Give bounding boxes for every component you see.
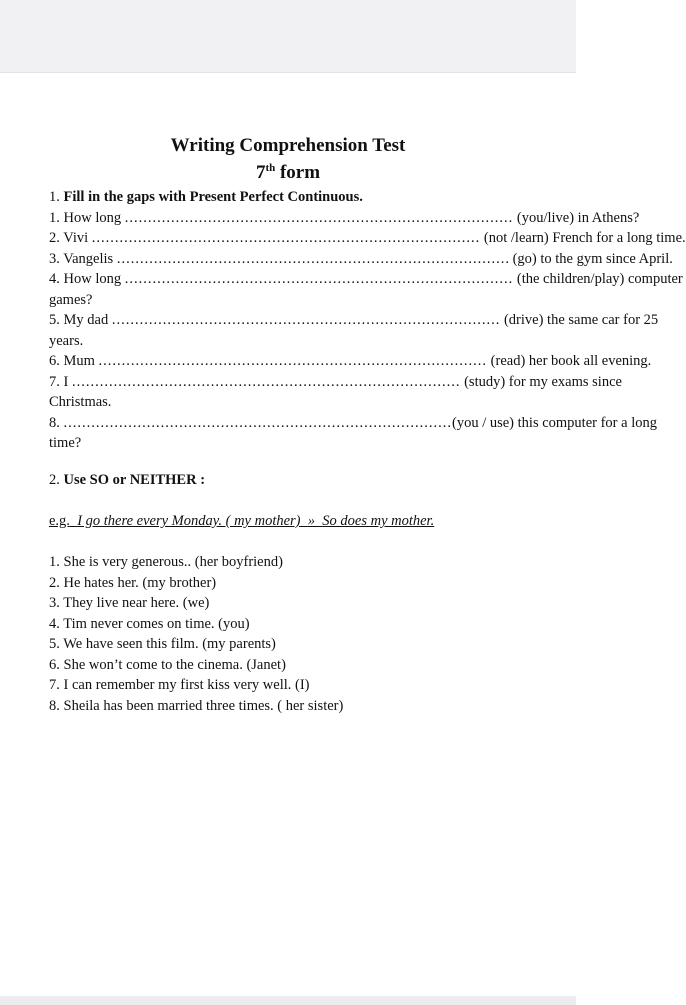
list-item: 2. He hates her. (my brother)	[49, 574, 217, 591]
item-start: 5. My dad	[49, 312, 109, 328]
section-1-number: 1.	[49, 189, 60, 205]
document-page	[0, 73, 686, 996]
fill-gap[interactable]: ....................................................................................	[124, 209, 514, 226]
item-continuation: time?	[49, 435, 82, 451]
example-answer: So does my mother.	[322, 513, 435, 529]
fill-gap[interactable]: ....................................................................................	[91, 230, 481, 246]
item-start: 6. Mum	[49, 353, 95, 369]
list-item: 8. Sheila has been married three times. ( her sister)	[49, 697, 344, 714]
form-suffix: th	[265, 162, 276, 174]
item-start: 4. How long	[49, 271, 122, 287]
page-title: Writing Comprehension Test	[170, 135, 406, 156]
list-item: 6. She won’t come to the cinema. (Janet)	[49, 656, 286, 673]
list-item: 5. We have seen this film. (my parents)	[49, 636, 276, 652]
page-subtitle	[0, 162, 576, 184]
exercise-item	[49, 413, 657, 434]
item-start: 3. Vangelis	[49, 250, 114, 267]
fill-gap[interactable]: ....................................................................................	[71, 373, 461, 390]
exercise-item	[49, 310, 659, 331]
list-item: 1. She is very generous.. (her boyfriend)	[49, 554, 283, 570]
item-end: (the children/play) computer	[516, 271, 683, 287]
section-1-heading-text: Fill in the gaps with Present Perfect Continuous.	[63, 189, 363, 205]
viewer-bottom-edge	[0, 996, 576, 1005]
fill-gap[interactable]: ....................................................................................	[116, 250, 506, 267]
item-start: 1. How long	[49, 209, 122, 226]
item-end: (you/live) in Athens?	[516, 209, 640, 226]
section-2-number: 2.	[49, 472, 60, 488]
section-2	[49, 470, 564, 716]
viewer-top-bar	[0, 0, 576, 73]
form-word: form	[279, 162, 321, 183]
section-2-heading	[49, 470, 564, 491]
example-sentence: I go there every Monday. ( my mother)	[77, 513, 301, 529]
item-continuation: games?	[49, 291, 93, 308]
exercise-item	[49, 351, 652, 372]
exercise-item	[49, 372, 622, 393]
item-end: (study) for my exams since	[464, 373, 622, 390]
fill-gap[interactable]: ....................................................................................	[63, 414, 452, 431]
so-neither-list	[49, 552, 564, 716]
section-1	[49, 187, 686, 454]
item-start: 2. Vivi	[49, 230, 89, 246]
item-start: 7. I	[49, 373, 69, 390]
fill-gap[interactable]: ....................................................................................	[124, 271, 514, 287]
exercise-item	[49, 269, 683, 290]
item-end: . (go) to the gym since April.	[505, 250, 673, 267]
example-arrow: »	[307, 513, 316, 529]
item-end: (drive) the same car for 25	[503, 312, 659, 328]
exercise-item	[49, 228, 686, 249]
section-1-heading	[49, 187, 564, 208]
example-line	[49, 511, 564, 532]
item-end: (you / use) this computer for a long	[452, 414, 657, 431]
exercise-item	[49, 249, 673, 270]
fill-gap[interactable]: ....................................................................................	[111, 312, 501, 328]
item-continuation: Christmas.	[49, 394, 112, 410]
form-number: 7	[255, 162, 266, 183]
list-item: 4. Tim never comes on time. (you)	[49, 615, 250, 632]
list-item: 7. I can remember my first kiss very well. (I)	[49, 677, 310, 693]
section-2-heading-text: Use SO or NEITHER :	[63, 472, 206, 488]
fill-gap[interactable]: ....................................................................................	[98, 353, 488, 369]
list-item: 3. They live near here. (we)	[49, 595, 210, 611]
exercise-item	[49, 208, 640, 229]
item-continuation: years.	[49, 332, 84, 349]
item-end: (not /learn) French for a long time.	[483, 230, 686, 246]
example-prefix: e.g.	[49, 513, 70, 529]
item-end: (read) her book all evening.	[490, 353, 652, 369]
item-start: 8.	[49, 414, 60, 431]
